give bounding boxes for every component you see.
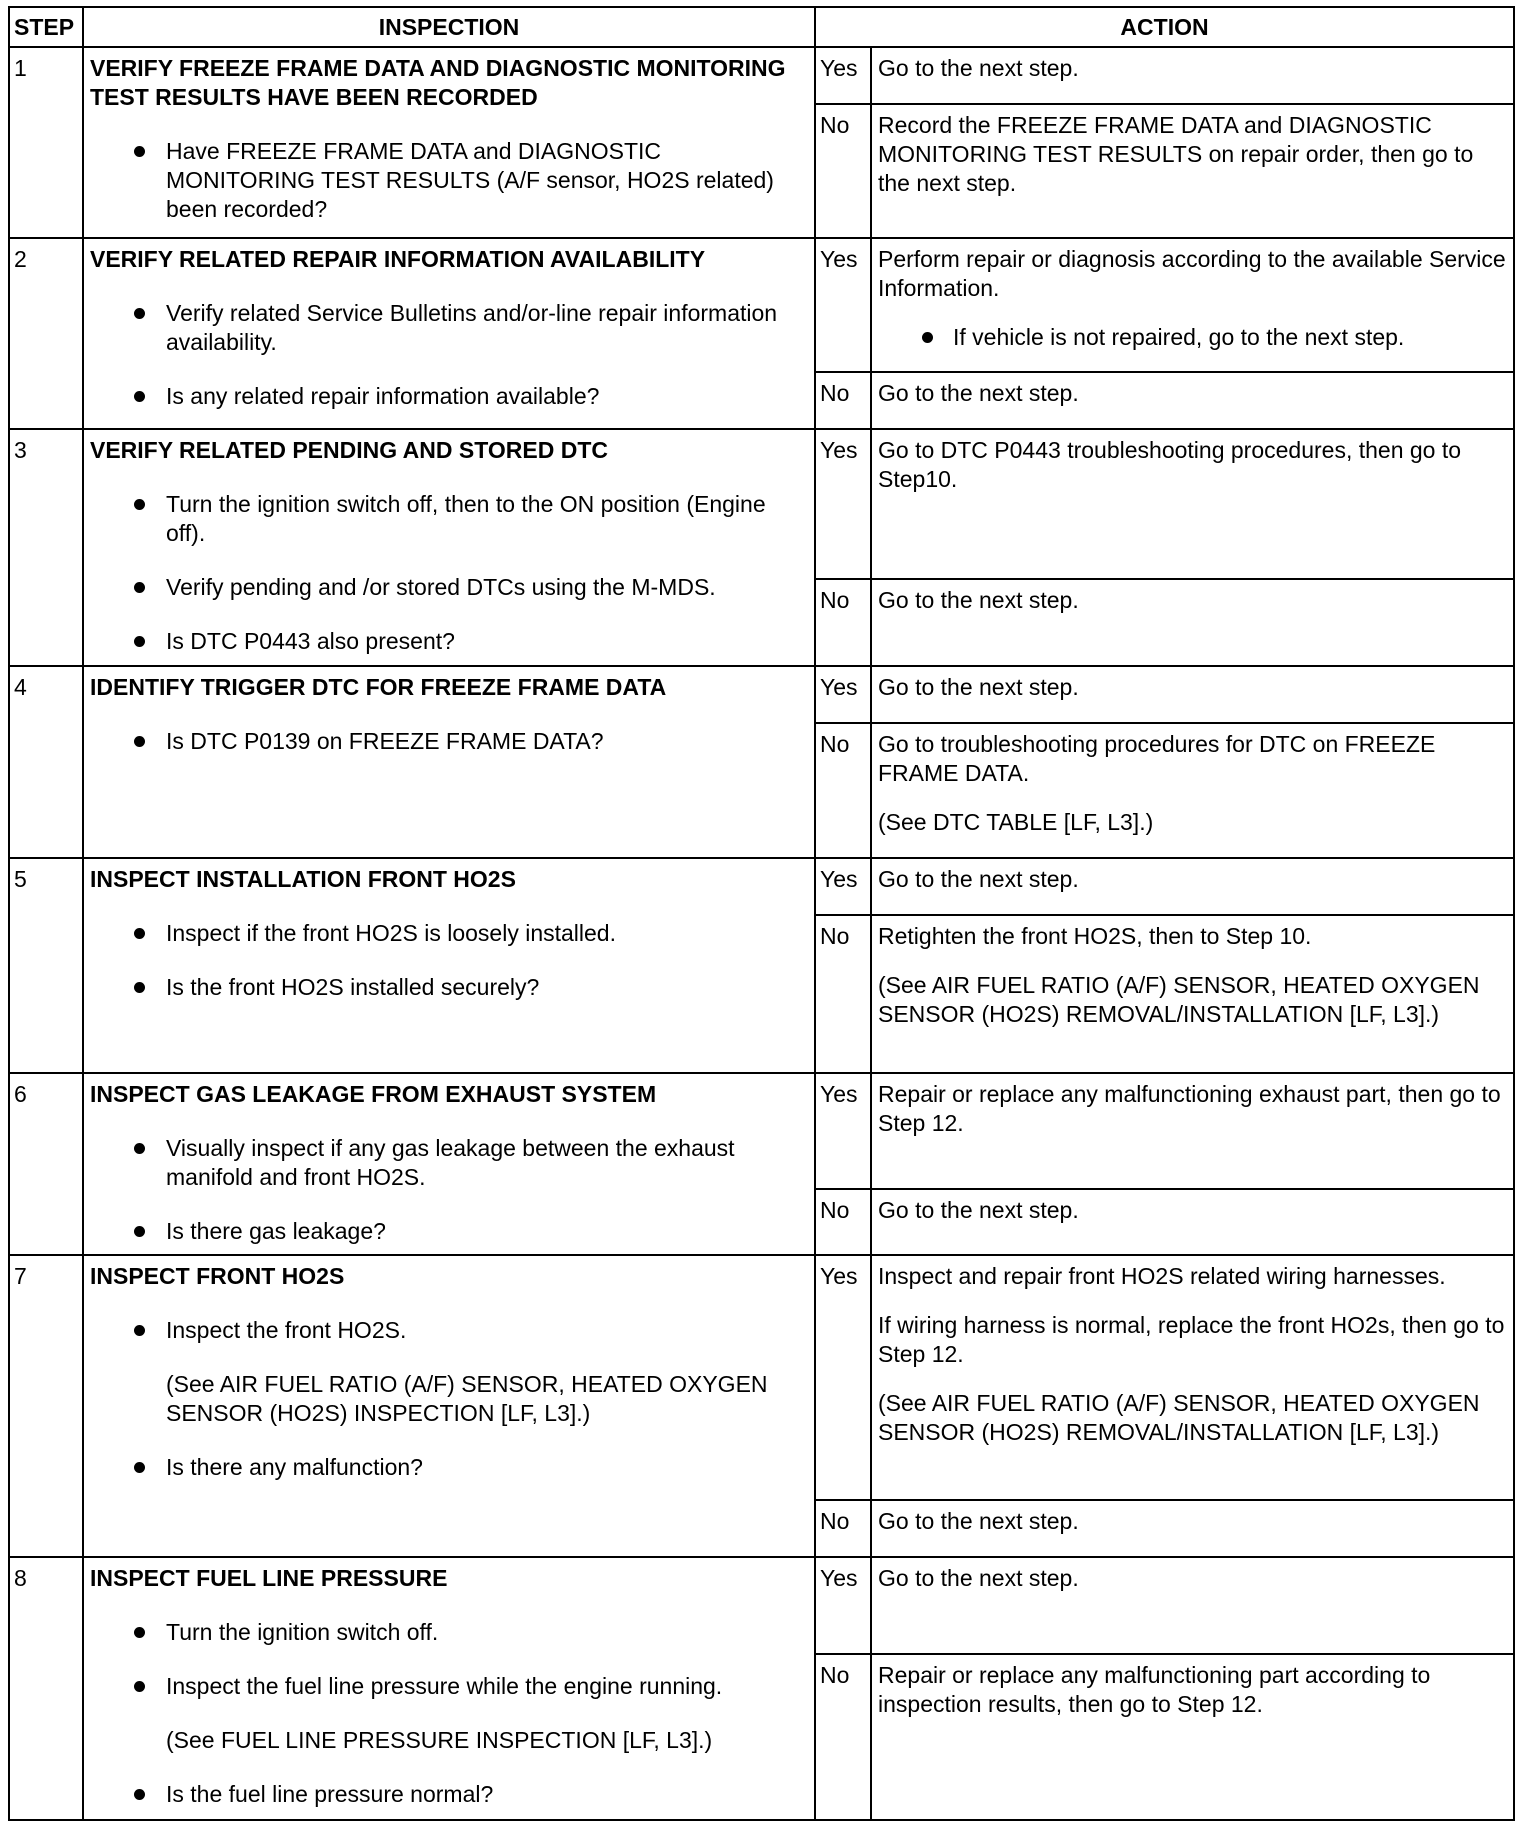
step-number: 4 <box>9 666 83 858</box>
inspection-cell <box>83 47 815 238</box>
inspection-title: IDENTIFY TRIGGER DTC FOR FREEZE FRAME DATA <box>90 674 667 700</box>
step-number: 2 <box>9 238 83 429</box>
no-action: Go to troubleshooting procedures for DTC on FREEZE FRAME DATA. (See DTC TABLE [LF, L3].) <box>871 723 1514 858</box>
reference-note: (See AIR FUEL RATIO (A/F) SENSOR, HEATED OXYGEN SENSOR (HO2S) INSPECTION [LF, L3].) <box>166 1371 768 1426</box>
yes-label: Yes <box>815 238 871 372</box>
inspection-cell <box>83 238 815 429</box>
table-row <box>9 1557 1514 1654</box>
yes-action: Go to the next step. <box>871 666 1514 723</box>
step-number: 7 <box>9 1255 83 1557</box>
inspection-bullet: Inspect the fuel line pressure while the engine running. <box>90 1672 808 1701</box>
reference-note: (See FUEL LINE PRESSURE INSPECTION [LF, L3].) <box>166 1727 713 1753</box>
yes-label: Yes <box>815 666 871 723</box>
inspection-cell <box>83 1073 815 1255</box>
inspection-title: INSPECT FUEL LINE PRESSURE <box>90 1565 448 1591</box>
inspection-title: VERIFY FREEZE FRAME DATA AND DIAGNOSTIC MONITORING TEST RESULTS HAVE BEEN RECORDED <box>90 55 786 110</box>
no-label: No <box>815 1189 871 1255</box>
inspection-title: VERIFY RELATED PENDING AND STORED DTC <box>90 437 608 463</box>
yes-label: Yes <box>815 429 871 579</box>
no-label: No <box>815 723 871 858</box>
inspection-bullet: Is any related repair information available? <box>90 382 808 411</box>
no-action: Go to the next step. <box>871 579 1514 666</box>
inspection-bullet: Have FREEZE FRAME DATA and DIAGNOSTIC MONITORING TEST RESULTS (A/F sensor, HO2S related) been recorded? <box>90 137 808 224</box>
no-action: Go to the next step. <box>871 372 1514 429</box>
no-action: Go to the next step. <box>871 1189 1514 1255</box>
inspection-title: INSPECT GAS LEAKAGE FROM EXHAUST SYSTEM <box>90 1081 657 1107</box>
no-label: No <box>815 104 871 238</box>
inspection-bullet: Is there any malfunction? <box>90 1453 808 1482</box>
inspection-cell <box>83 429 815 666</box>
inspection-bullet: Is the fuel line pressure normal? <box>90 1780 808 1809</box>
yes-label: Yes <box>815 858 871 915</box>
no-label: No <box>815 372 871 429</box>
table-row <box>9 238 1514 372</box>
step-column-header: STEP <box>9 7 83 47</box>
inspection-bullet: Inspect the front HO2S. <box>90 1316 808 1345</box>
inspection-bullet: Is there gas leakage? <box>90 1217 808 1246</box>
no-action: Retighten the front HO2S, then to Step 10. (See AIR FUEL RATIO (A/F) SENSOR, HEATED OXYGEN SENSOR (HO2S) REMOVAL/INSTALLATION [LF, L3].) <box>871 915 1514 1073</box>
inspection-cell <box>83 1557 815 1820</box>
inspection-bullet: Is DTC P0443 also present? <box>90 627 808 656</box>
yes-label: Yes <box>815 1073 871 1189</box>
inspection-bullet: Inspect if the front HO2S is loosely installed. <box>90 919 808 948</box>
inspection-bullet: Turn the ignition switch off, then to the ON position (Engine off). <box>90 490 808 548</box>
inspection-bullet: Is DTC P0139 on FREEZE FRAME DATA? <box>90 727 808 756</box>
inspection-title: VERIFY RELATED REPAIR INFORMATION AVAILABILITY <box>90 246 706 272</box>
no-action: Record the FREEZE FRAME DATA and DIAGNOSTIC MONITORING TEST RESULTS on repair order, then go to the next step. <box>871 104 1514 238</box>
step-number: 3 <box>9 429 83 666</box>
reference-note: (See DTC TABLE [LF, L3].) <box>878 809 1154 835</box>
table-row <box>9 1255 1514 1500</box>
no-label: No <box>815 579 871 666</box>
inspection-bullet: Is the front HO2S installed securely? <box>90 973 808 1002</box>
troubleshooting-table <box>8 6 1515 1821</box>
header-row <box>9 7 1514 47</box>
yes-label: Yes <box>815 1255 871 1500</box>
inspection-bullet: Turn the ignition switch off. <box>90 1618 808 1647</box>
no-action: Repair or replace any malfunctioning part according to inspection results, then go to Step 12. <box>871 1654 1514 1820</box>
step-number: 8 <box>9 1557 83 1820</box>
inspection-cell <box>83 1255 815 1557</box>
step-number: 6 <box>9 1073 83 1255</box>
inspection-title: INSPECT INSTALLATION FRONT HO2S <box>90 866 516 892</box>
yes-action: Go to the next step. <box>871 1557 1514 1654</box>
inspection-cell <box>83 666 815 858</box>
table-row <box>9 429 1514 579</box>
reference-note: (See AIR FUEL RATIO (A/F) SENSOR, HEATED OXYGEN SENSOR (HO2S) REMOVAL/INSTALLATION [LF, L3].) <box>878 1390 1480 1445</box>
yes-action: Go to the next step. <box>871 47 1514 104</box>
table-row <box>9 666 1514 723</box>
inspection-cell <box>83 858 815 1073</box>
yes-action: Inspect and repair front HO2S related wiring harnesses. If wiring harness is normal, replace the front HO2s, then go to Step 12. (See AIR FUEL RATIO (A/F) SENSOR, HEATED OXYGEN SENSOR (HO2S) REMOVAL/INSTALLATION [LF, L3].) <box>871 1255 1514 1500</box>
inspection-title: INSPECT FRONT HO2S <box>90 1263 345 1289</box>
inspection-bullet: Verify pending and /or stored DTCs using the M-MDS. <box>90 573 808 602</box>
no-action: Go to the next step. <box>871 1500 1514 1557</box>
action-bullet: If vehicle is not repaired, go to the next step. <box>878 323 1507 352</box>
no-label: No <box>815 915 871 1073</box>
step-number: 5 <box>9 858 83 1073</box>
table-row <box>9 47 1514 104</box>
yes-label: Yes <box>815 1557 871 1654</box>
no-label: No <box>815 1654 871 1820</box>
yes-action: Go to DTC P0443 troubleshooting procedures, then go to Step10. <box>871 429 1514 579</box>
step-number: 1 <box>9 47 83 238</box>
yes-action: Repair or replace any malfunctioning exhaust part, then go to Step 12. <box>871 1073 1514 1189</box>
inspection-bullet: Visually inspect if any gas leakage between the exhaust manifold and front HO2S. <box>90 1134 808 1192</box>
yes-action: Go to the next step. <box>871 858 1514 915</box>
inspection-column-header: INSPECTION <box>83 7 815 47</box>
inspection-bullet: Verify related Service Bulletins and/or-line repair information availability. <box>90 299 808 357</box>
table-row <box>9 1073 1514 1189</box>
action-column-header: ACTION <box>815 7 1514 47</box>
table-row <box>9 858 1514 915</box>
yes-label: Yes <box>815 47 871 104</box>
yes-action: Perform repair or diagnosis according to the available Service Information. If vehicle is not repaired, go to the next step. <box>871 238 1514 372</box>
reference-note: (See AIR FUEL RATIO (A/F) SENSOR, HEATED OXYGEN SENSOR (HO2S) REMOVAL/INSTALLATION [LF, L3].) <box>878 972 1480 1027</box>
no-label: No <box>815 1500 871 1557</box>
